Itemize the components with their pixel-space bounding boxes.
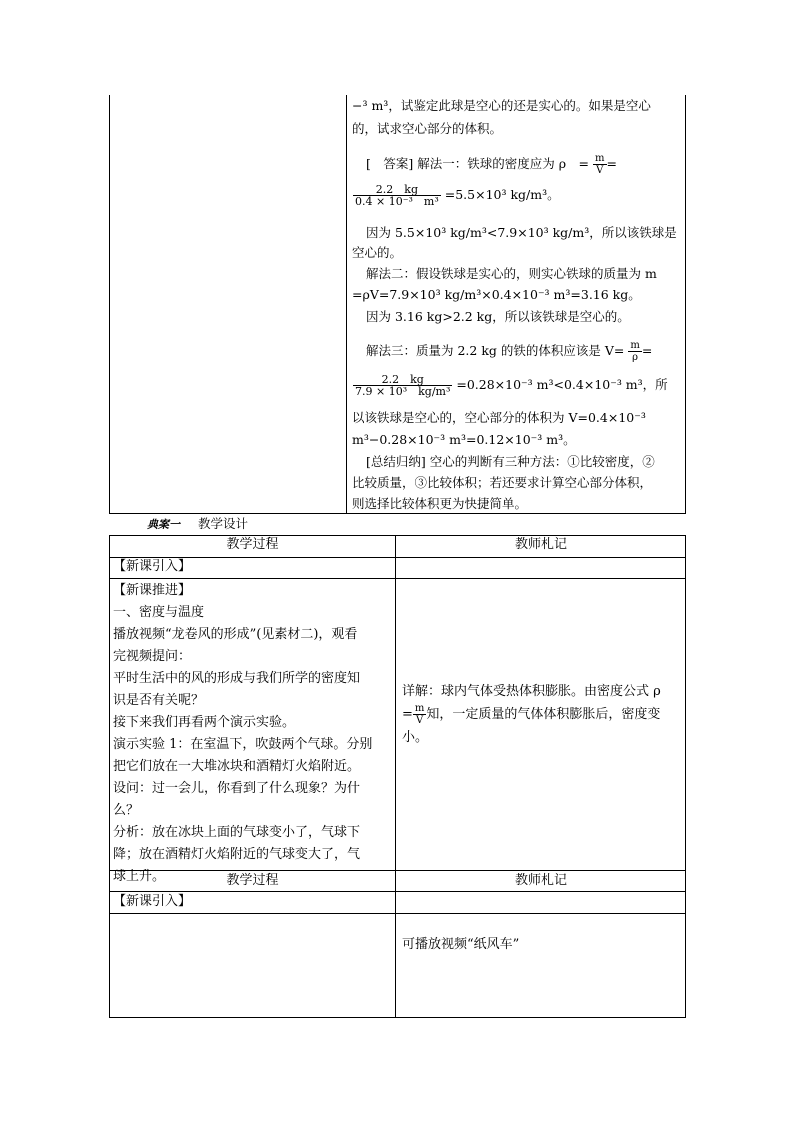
row-new-lesson-intro: 【新课引入】 (113, 559, 192, 574)
top-table-left-cell (109, 95, 347, 514)
teaching-table-divider (395, 535, 396, 1018)
progress-line: 分析：放在冰块上面的气球变小了，气球下 (113, 825, 361, 840)
header-teaching-process: 教学过程 (226, 537, 279, 552)
answer-line-5: 因为 5.5×10³ kg/m³<7.9×10³ kg/m³，所以该铁球是 (366, 225, 677, 240)
section-label-prefix: 典案一 (147, 518, 180, 531)
progress-line: 播放视频“龙卷风的形成”(见素材二)，观看 (113, 627, 358, 642)
notes-explanation (402, 682, 684, 748)
row-line-1 (109, 557, 686, 558)
answer-line-6: 空心的。 (352, 245, 403, 260)
progress-line: 设问：过一会儿，你看到了什么现象？为什 (113, 781, 361, 796)
progress-line: 球上升。 (113, 869, 166, 884)
progress-line: 【新课推进】 (113, 583, 192, 598)
answer-line-9: 因为 3.16 kg>2.2 kg，所以该铁球是空心的。 (366, 309, 630, 324)
answer-line-3: [ 答案] 解法一：铁球的密度应为 ρ = $\frac{m}{V}$ = (366, 153, 617, 176)
progress-line: 一、密度与温度 (113, 605, 205, 620)
header-teaching-process-2: 教学过程 (226, 873, 279, 888)
progress-line: 降；放在酒精灯火焰附近的气球变大了，气 (113, 847, 361, 862)
notes-line: = $\frac{m}{V}$ 知，一定质量的气体体积膨胀后，密度变 (402, 703, 661, 726)
fraction-m-over-v: $\frac{m}{V}$ (595, 153, 605, 176)
answer-line-13: m³−0.28×10⁻³ m³=0.12×10⁻³ m³。 (352, 432, 576, 447)
answer-line-12: 以该铁球是空心的，空心部分的体积为 V=0.4×10⁻³ (352, 410, 646, 425)
fraction-density-1: $\frac{2.2 kg}{\text{0.4 × 10⁻³ m³}}$ (355, 183, 439, 208)
answer-line-15: 比较质量，③比较体积；若还要求计算空心部分体积， (352, 475, 653, 490)
answer-line-7: 解法二：假设铁球是实心的，则实心铁球的质量为 m (366, 266, 657, 281)
progress-line: 演示实验 1：在室温下，吹鼓两个气球。分别 (113, 737, 373, 752)
answer-line-11: $\frac{2.2 kg}{\text{7.9 × 10³ kg/m³}}$ =0.28×10⁻³ m³<0.4×10⁻³ m³，所 (355, 373, 668, 398)
row-line-4 (109, 891, 686, 892)
row-line-2 (109, 578, 686, 579)
fraction-m-over-rho: $\frac{m}{\rho}$ (630, 340, 640, 363)
answer-line-2: 的，试求空心部分的体积。 (352, 121, 503, 136)
progress-line: 么？ (113, 803, 140, 818)
answer-line-8: =ρV=7.9×10³ kg/m³×0.4×10⁻³ m³=3.16 kg。 (352, 287, 641, 302)
answer-method1-text: [ 答案] 解法一：铁球的密度应为 ρ = (366, 156, 590, 171)
header-teacher-notes-2: 教师札记 (514, 873, 567, 888)
row-new-lesson-intro-2: 【新课引入】 (113, 894, 192, 909)
progress-line: 平时生活中的风的形成与我们所学的密度知 (113, 671, 361, 686)
progress-line: 识是否有关呢？ (113, 693, 205, 708)
answer-line-4: $\frac{2.2 kg}{\text{0.4 × 10⁻³ m³}}$ =5.5×10³ kg/m³。 (355, 183, 560, 208)
progress-line: 完视频提问： (113, 649, 192, 664)
progress-line: 接下来我们再看两个演示实验。 (113, 715, 296, 730)
notes-line: 小。 (402, 730, 429, 745)
row-line-5 (109, 913, 686, 914)
progress-line: 把它们放在一大堆冰块和酒精灯火焰附近。 (113, 759, 361, 774)
section-label (147, 516, 248, 533)
header-teacher-notes: 教师札记 (514, 537, 567, 552)
fraction-density-2: $\frac{2.2 kg}{\text{7.9 × 10³ kg/m³}}$ (355, 373, 451, 398)
row-lesson-progress (113, 580, 393, 888)
answer-line-10: 解法三：质量为 2.2 kg 的铁的体积应该是 V= $\frac{m}{\rho}$ = (366, 340, 653, 363)
answer-line-14: [总结归纳] 空心的判断有三种方法：①比较密度，② (366, 454, 655, 469)
fraction-m-over-v-notes: $\frac{m}{V}$ (414, 703, 425, 726)
notes-video-paper-windmill: 可播放视频“纸风车” (402, 937, 520, 952)
answer-line-16: 则选择比较体积更为快捷简单。 (352, 496, 528, 511)
answer-line-1: −³ m³，试鉴定此球是空心的还是实心的。如果是空心 (352, 98, 651, 113)
notes-line: 详解：球内气体受热体积膨胀。由密度公式 ρ (402, 684, 661, 699)
section-label-title: 教学设计 (197, 516, 248, 531)
